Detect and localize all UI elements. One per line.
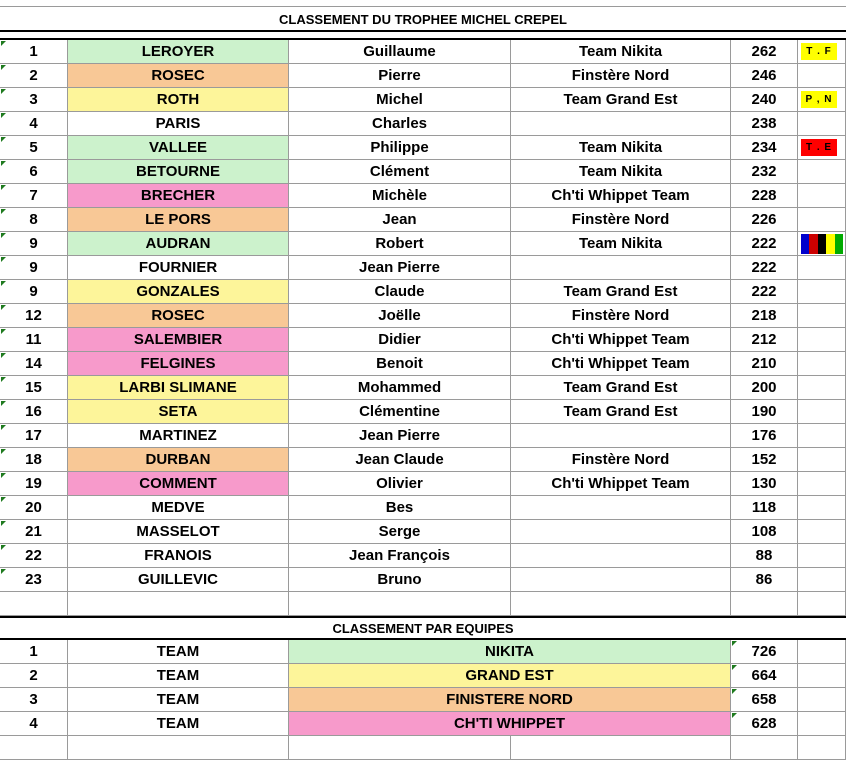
firstname-cell[interactable]: Clément <box>289 160 511 184</box>
stripe <box>801 234 809 254</box>
empty-cell[interactable] <box>731 592 798 616</box>
rank-cell[interactable]: 7 <box>0 184 68 208</box>
jersey-cell[interactable] <box>798 544 846 568</box>
empty-row <box>0 592 846 616</box>
firstname-cell[interactable]: Bruno <box>289 568 511 592</box>
firstname-cell[interactable]: Jean François <box>289 544 511 568</box>
firstname-cell[interactable]: Joëlle <box>289 304 511 328</box>
team-name-cell[interactable]: GRAND EST <box>289 664 731 688</box>
points-cell[interactable]: 218 <box>731 304 798 328</box>
empty-cell[interactable] <box>511 592 731 616</box>
name-cell[interactable]: BRECHER <box>68 184 289 208</box>
firstname-cell[interactable]: Didier <box>289 328 511 352</box>
empty-cell[interactable] <box>0 736 68 760</box>
points-cell[interactable]: 152 <box>731 448 798 472</box>
firstname-cell[interactable]: Charles <box>289 112 511 136</box>
team-rank-cell[interactable]: 4 <box>0 712 68 736</box>
stripe <box>835 234 843 254</box>
empty-cell[interactable] <box>731 736 798 760</box>
points-cell[interactable]: 222 <box>731 280 798 304</box>
name-cell[interactable]: GONZALES <box>68 280 289 304</box>
points-cell[interactable]: 222 <box>731 232 798 256</box>
column-header-fragment <box>0 0 846 7</box>
firstname-cell[interactable]: Michèle <box>289 184 511 208</box>
name-cell[interactable]: VALLEE <box>68 136 289 160</box>
rank-cell[interactable]: 19 <box>0 472 68 496</box>
team-cell[interactable] <box>511 496 731 520</box>
rider-row <box>0 304 846 328</box>
rank-cell[interactable]: 14 <box>0 352 68 376</box>
firstname-cell[interactable]: Olivier <box>289 472 511 496</box>
empty-cell[interactable] <box>289 592 511 616</box>
team-name-cell[interactable]: CH'TI WHIPPET <box>289 712 731 736</box>
rider-row <box>0 352 846 376</box>
rider-row <box>0 400 846 424</box>
empty-row <box>0 736 846 760</box>
team-cell[interactable]: Ch'ti Whippet Team <box>511 328 731 352</box>
name-cell[interactable]: SETA <box>68 400 289 424</box>
team-rank-cell[interactable]: 3 <box>0 688 68 712</box>
jersey-badge: P , N <box>801 91 837 108</box>
points-cell[interactable]: 130 <box>731 472 798 496</box>
name-cell[interactable]: FRANOIS <box>68 544 289 568</box>
rider-row <box>0 328 846 352</box>
points-cell[interactable]: 222 <box>731 256 798 280</box>
rank-cell[interactable]: 5 <box>0 136 68 160</box>
empty-cell[interactable] <box>511 736 731 760</box>
firstname-cell[interactable]: Philippe <box>289 136 511 160</box>
name-cell[interactable]: COMMENT <box>68 472 289 496</box>
team-points-cell[interactable]: 658 <box>731 688 798 712</box>
rider-row <box>0 184 846 208</box>
rider-row <box>0 520 846 544</box>
firstname-cell[interactable]: Michel <box>289 88 511 112</box>
rank-cell[interactable]: 6 <box>0 160 68 184</box>
rank-cell[interactable]: 9 <box>0 280 68 304</box>
jersey-cell[interactable] <box>798 472 846 496</box>
rider-row <box>0 568 846 592</box>
rank-cell[interactable]: 9 <box>0 256 68 280</box>
points-cell[interactable]: 228 <box>731 184 798 208</box>
name-cell[interactable]: MARTINEZ <box>68 424 289 448</box>
points-cell[interactable]: 212 <box>731 328 798 352</box>
team-cell[interactable]: Team Grand Est <box>511 88 731 112</box>
empty-cell[interactable] <box>68 592 289 616</box>
points-cell[interactable]: 86 <box>731 568 798 592</box>
jersey-cell[interactable] <box>798 520 846 544</box>
rider-row <box>0 64 846 88</box>
firstname-cell[interactable]: Claude <box>289 280 511 304</box>
team-points-cell[interactable]: 726 <box>731 640 798 664</box>
firstname-cell[interactable]: Bes <box>289 496 511 520</box>
empty-cell[interactable] <box>798 664 846 688</box>
empty-cell[interactable] <box>798 592 846 616</box>
rank-cell[interactable]: 16 <box>0 400 68 424</box>
points-cell[interactable]: 176 <box>731 424 798 448</box>
team-cell[interactable] <box>511 424 731 448</box>
stripe <box>809 234 817 254</box>
jersey-cell[interactable] <box>798 352 846 376</box>
points-cell[interactable]: 118 <box>731 496 798 520</box>
stripe <box>818 234 826 254</box>
name-cell[interactable]: GUILLEVIC <box>68 568 289 592</box>
rank-cell[interactable]: 20 <box>0 496 68 520</box>
rider-row <box>0 136 846 160</box>
jersey-cell[interactable] <box>798 184 846 208</box>
main-title: CLASSEMENT DU TROPHEE MICHEL CREPEL <box>0 8 846 32</box>
jersey-cell[interactable] <box>798 376 846 400</box>
stripe <box>826 234 834 254</box>
points-cell[interactable]: 200 <box>731 376 798 400</box>
teams-title: CLASSEMENT PAR EQUIPES <box>0 616 846 640</box>
points-cell[interactable]: 210 <box>731 352 798 376</box>
team-name-cell[interactable]: FINISTERE NORD <box>289 688 731 712</box>
name-cell[interactable]: PARIS <box>68 112 289 136</box>
team-points-cell[interactable]: 628 <box>731 712 798 736</box>
jersey-cell[interactable] <box>798 304 846 328</box>
rider-row <box>0 448 846 472</box>
rider-row <box>0 280 846 304</box>
firstname-cell[interactable]: Clémentine <box>289 400 511 424</box>
rank-cell[interactable]: 9 <box>0 232 68 256</box>
jersey-badge: T . E <box>801 139 837 156</box>
name-cell[interactable]: LARBI SLIMANE <box>68 376 289 400</box>
team-cell[interactable]: Finstère Nord <box>511 64 731 88</box>
name-cell[interactable]: FOURNIER <box>68 256 289 280</box>
team-row <box>0 712 846 736</box>
team-cell[interactable]: Ch'ti Whippet Team <box>511 472 731 496</box>
rank-cell[interactable]: 4 <box>0 112 68 136</box>
team-row <box>0 688 846 712</box>
rider-row <box>0 208 846 232</box>
rider-row <box>0 376 846 400</box>
rank-cell[interactable]: 21 <box>0 520 68 544</box>
jersey-cell[interactable] <box>798 424 846 448</box>
name-cell[interactable]: AUDRAN <box>68 232 289 256</box>
rider-row <box>0 112 846 136</box>
firstname-cell[interactable]: Serge <box>289 520 511 544</box>
name-cell[interactable]: ROTH <box>68 88 289 112</box>
team-label-cell[interactable]: TEAM <box>68 664 289 688</box>
rider-row <box>0 544 846 568</box>
jersey-cell[interactable] <box>798 448 846 472</box>
rider-row <box>0 40 846 64</box>
team-name-cell[interactable]: NIKITA <box>289 640 731 664</box>
rank-cell[interactable]: 1 <box>0 40 68 64</box>
team-rank-cell[interactable]: 2 <box>0 664 68 688</box>
rider-row <box>0 256 846 280</box>
jersey-cell[interactable] <box>798 328 846 352</box>
team-cell[interactable] <box>511 544 731 568</box>
firstname-cell[interactable]: Benoit <box>289 352 511 376</box>
team-points-cell[interactable]: 664 <box>731 664 798 688</box>
empty-cell[interactable] <box>798 688 846 712</box>
rank-cell[interactable]: 11 <box>0 328 68 352</box>
points-cell[interactable]: 226 <box>731 208 798 232</box>
name-cell[interactable]: MASSELOT <box>68 520 289 544</box>
points-cell[interactable]: 262 <box>731 40 798 64</box>
jersey-cell[interactable] <box>798 40 846 64</box>
rider-row <box>0 472 846 496</box>
name-cell[interactable]: SALEMBIER <box>68 328 289 352</box>
table-border <box>0 38 846 40</box>
team-cell[interactable]: Team Nikita <box>511 40 731 64</box>
team-cell[interactable] <box>511 256 731 280</box>
name-cell[interactable]: LEROYER <box>68 40 289 64</box>
team-cell[interactable]: Team Nikita <box>511 160 731 184</box>
jersey-cell[interactable] <box>798 88 846 112</box>
jersey-cell[interactable] <box>798 64 846 88</box>
team-cell[interactable]: Team Nikita <box>511 136 731 160</box>
team-label-cell[interactable]: TEAM <box>68 712 289 736</box>
firstname-cell[interactable]: Jean <box>289 208 511 232</box>
team-cell[interactable]: Finstère Nord <box>511 304 731 328</box>
jersey-cell[interactable] <box>798 256 846 280</box>
rider-row <box>0 88 846 112</box>
team-cell[interactable]: Team Grand Est <box>511 400 731 424</box>
firstname-cell[interactable]: Jean Pierre <box>289 424 511 448</box>
jersey-cell[interactable] <box>798 400 846 424</box>
team-label-cell[interactable]: TEAM <box>68 688 289 712</box>
rank-cell[interactable]: 12 <box>0 304 68 328</box>
champion-stripes-icon <box>801 234 843 254</box>
points-cell[interactable]: 246 <box>731 64 798 88</box>
team-rank-cell[interactable]: 1 <box>0 640 68 664</box>
name-cell[interactable]: DURBAN <box>68 448 289 472</box>
team-cell[interactable]: Team Grand Est <box>511 280 731 304</box>
team-cell[interactable] <box>511 112 731 136</box>
team-cell[interactable]: Ch'ti Whippet Team <box>511 352 731 376</box>
rank-cell[interactable]: 3 <box>0 88 68 112</box>
rider-row <box>0 232 846 256</box>
empty-cell[interactable] <box>289 736 511 760</box>
name-cell[interactable]: LE PORS <box>68 208 289 232</box>
firstname-cell[interactable]: Robert <box>289 232 511 256</box>
team-cell[interactable]: Team Grand Est <box>511 376 731 400</box>
name-cell[interactable]: BETOURNE <box>68 160 289 184</box>
jersey-cell[interactable] <box>798 136 846 160</box>
team-cell[interactable] <box>511 568 731 592</box>
team-cell[interactable]: Finstère Nord <box>511 208 731 232</box>
rank-cell[interactable]: 8 <box>0 208 68 232</box>
firstname-cell[interactable]: Mohammed <box>289 376 511 400</box>
team-cell[interactable] <box>511 520 731 544</box>
points-cell[interactable]: 190 <box>731 400 798 424</box>
team-cell[interactable]: Finstère Nord <box>511 448 731 472</box>
rank-cell[interactable]: 15 <box>0 376 68 400</box>
jersey-cell[interactable] <box>798 112 846 136</box>
rank-cell[interactable]: 22 <box>0 544 68 568</box>
team-cell[interactable]: Ch'ti Whippet Team <box>511 184 731 208</box>
empty-cell[interactable] <box>798 712 846 736</box>
points-cell[interactable]: 240 <box>731 88 798 112</box>
empty-cell[interactable] <box>68 736 289 760</box>
jersey-cell[interactable] <box>798 208 846 232</box>
rider-row <box>0 424 846 448</box>
jersey-cell[interactable] <box>798 496 846 520</box>
name-cell[interactable]: ROSEC <box>68 304 289 328</box>
name-cell[interactable]: MEDVE <box>68 496 289 520</box>
jersey-cell[interactable] <box>798 160 846 184</box>
team-row <box>0 640 846 664</box>
jersey-cell[interactable] <box>798 280 846 304</box>
firstname-cell[interactable]: Guillaume <box>289 40 511 64</box>
rider-row <box>0 160 846 184</box>
table-border <box>0 638 846 640</box>
rank-cell[interactable]: 17 <box>0 424 68 448</box>
rank-cell[interactable]: 2 <box>0 64 68 88</box>
name-cell[interactable]: FELGINES <box>68 352 289 376</box>
firstname-cell[interactable]: Pierre <box>289 64 511 88</box>
team-row <box>0 664 846 688</box>
points-cell[interactable]: 238 <box>731 112 798 136</box>
points-cell[interactable]: 88 <box>731 544 798 568</box>
empty-cell[interactable] <box>0 592 68 616</box>
jersey-cell[interactable] <box>798 568 846 592</box>
rank-cell[interactable]: 18 <box>0 448 68 472</box>
team-label-cell[interactable]: TEAM <box>68 640 289 664</box>
firstname-cell[interactable]: Jean Claude <box>289 448 511 472</box>
name-cell[interactable]: ROSEC <box>68 64 289 88</box>
empty-cell[interactable] <box>798 640 846 664</box>
points-cell[interactable]: 108 <box>731 520 798 544</box>
rider-row <box>0 496 846 520</box>
points-cell[interactable]: 232 <box>731 160 798 184</box>
jersey-cell[interactable] <box>798 232 846 256</box>
rank-cell[interactable]: 23 <box>0 568 68 592</box>
points-cell[interactable]: 234 <box>731 136 798 160</box>
empty-cell[interactable] <box>798 736 846 760</box>
firstname-cell[interactable]: Jean Pierre <box>289 256 511 280</box>
team-cell[interactable]: Team Nikita <box>511 232 731 256</box>
jersey-badge: T . F <box>801 43 837 60</box>
